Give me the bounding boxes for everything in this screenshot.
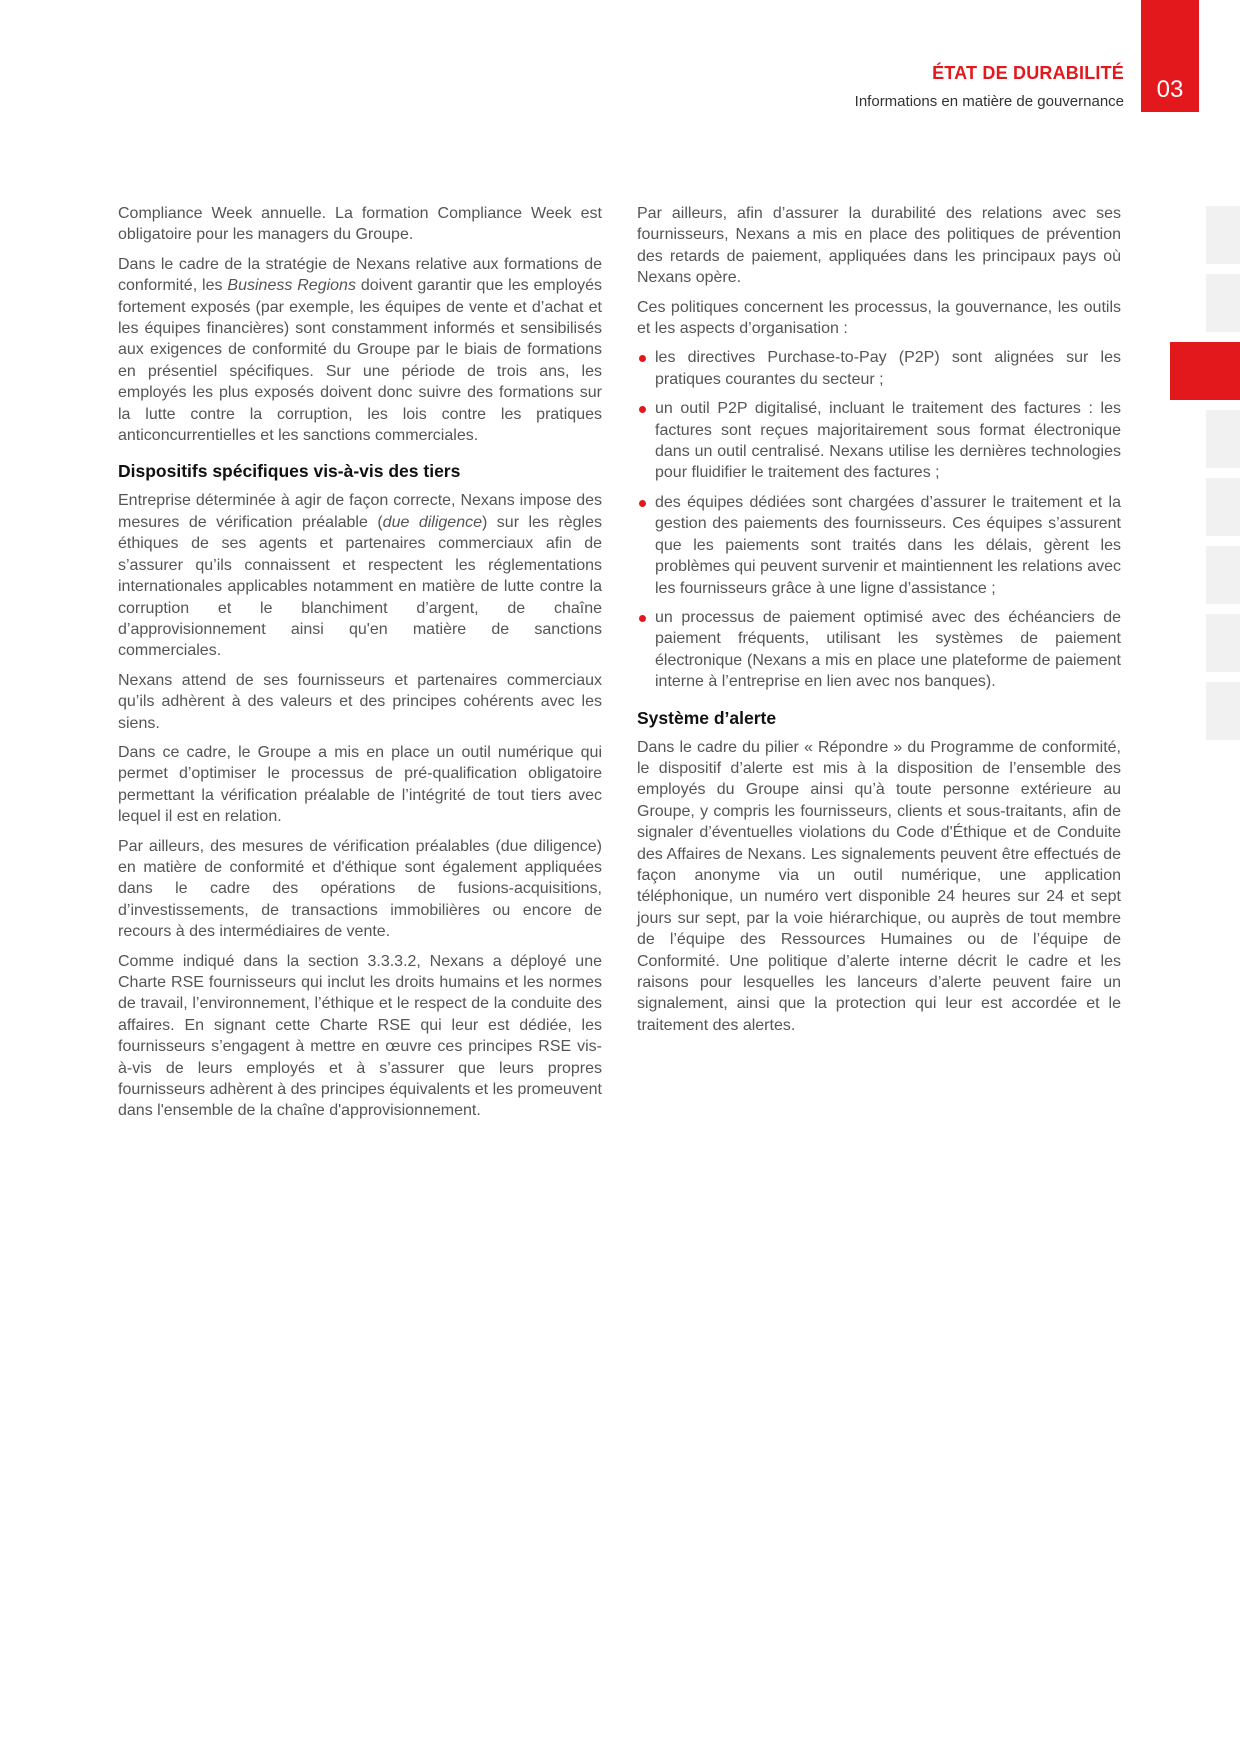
bullet-icon — [639, 406, 646, 413]
text: ) sur les règles éthiques de ses agents et partenaires commerciaux afin de s’assurer qu’ils connaissent et respectent les réglementations internationales applicables notamment en matière de lutte contre la corruption et le blanchiment d’argent, de chaîne d’approvisionnement ainsi qu'en matière de sanctions commerciales. — [118, 513, 603, 660]
chapter-number-tab[interactable]: 03 — [1141, 0, 1199, 112]
list-item-text: des équipes dédiées sont chargées d’assurer le traitement et la gestion des paiements des fournisseurs. Ces équipes s’assurent que les paiements sont traités dans les délais, gèrent les problèmes qui peuvent survenir et maintiennent les relations avec les fournisseurs grâce à une ligne d’assistance ; — [655, 493, 1121, 597]
paragraph: Ces politiques concernent les processus, la gouvernance, les outils et les aspects d’organisation : — [637, 298, 1121, 338]
chapter-side-nav — [1170, 206, 1240, 750]
section-subtitle: Informations en matière de gouvernance — [854, 93, 1124, 110]
paragraph-due-diligence — [118, 490, 602, 661]
chapter-tab-2[interactable] — [1206, 274, 1240, 332]
list-item — [637, 492, 1121, 599]
right-column — [637, 203, 1121, 1044]
bullet-icon — [639, 615, 646, 622]
bullet-icon — [639, 500, 646, 507]
chapter-tab-3-active[interactable] — [1170, 342, 1240, 400]
text: Entreprise déterminée à agir de façon correcte, Nexans impose des mesures de vérification préalable ( — [118, 492, 602, 531]
heading-alert-system: Système d’alerte — [637, 707, 777, 728]
chapter-tab-8[interactable] — [1206, 682, 1240, 740]
list-item — [637, 347, 1121, 390]
chapter-tab-4[interactable] — [1206, 410, 1240, 468]
list-item — [637, 607, 1121, 693]
paragraph: Comme indiqué dans la section 3.3.3.2, Nexans a déployé une Charte RSE fournisseurs qui inclut les droits humains et les normes de travail, l’environnement, l’éthique et le respect de la conduite des affaires. En signant cette Charte RSE qui leur est dédiée, les fournisseurs s’engagent à mettre en œuvre ces principes RSE vis-à-vis de leurs employés et à s’assurer que leurs propres fournisseurs adhèrent à des principes équivalents et les promeuvent dans l'ensemble de la chaîne d'approvisionnement. — [118, 952, 602, 1120]
paragraph: Par ailleurs, afin d’assurer la durabilité des relations avec ses fournisseurs, Nexans a mis en place des politiques de prévention des retards de paiement, appliquées dans les principaux pays où Nexans opère. — [637, 205, 1121, 287]
paragraph: Nexans attend de ses fournisseurs et partenaires commerciaux qu’ils adhèrent à des valeurs et des principes cohérents avec les siens. — [118, 671, 602, 732]
bullet-list — [637, 347, 1121, 692]
list-item-text: les directives Purchase-to-Pay (P2P) sont alignées sur les pratiques courantes du secteur ; — [655, 349, 1121, 388]
chapter-tab-5[interactable] — [1206, 478, 1240, 536]
left-column — [118, 203, 602, 1130]
list-item-text: un outil P2P digitalisé, incluant le traitement des factures : les factures sont reçues majoritairement sous format électronique dans un outil centralisé. Nexans utilise les dernières technologies pour fluidifier le traitement des factures ; — [655, 400, 1121, 482]
paragraph: Dans ce cadre, le Groupe a mis en place un outil numérique qui permet d’optimiser le processus de pré-qualification obligatoire permettant la vérification préalable de l’intégrité de tout tiers avec lequel il est en relation. — [118, 743, 602, 826]
page-header — [855, 62, 1124, 112]
bullet-icon — [639, 355, 646, 362]
list-item — [637, 398, 1121, 484]
paragraph: Compliance Week annuelle. La formation Compliance Week est obligatoire pour les managers du Groupe. — [118, 205, 602, 244]
emphasis: due diligence — [382, 513, 482, 531]
section-title: ÉTAT DE DURABILITÉ — [932, 63, 1124, 83]
chapter-tab-6[interactable] — [1206, 546, 1240, 604]
text: Dans le cadre de la stratégie de Nexans relative aux formations de conformité, les — [118, 255, 602, 295]
paragraph: Dans le cadre du pilier « Répondre » du Programme de conformité, le dispositif d’alerte est mis à la disposition de l’ensemble des employés du Groupe ainsi qu’à toute personne extérieure au Groupe, y compris les fournisseurs, clients et sous-traitants, afin de signaler d’éventuelles violations du Code d'Éthique et de Conduite des Affaires de Nexans. Les signalements peuvent être effectués de façon anonyme via un outil numérique, une application téléphonique, un numéro vert disponible 24 heures sur 24 et sept jours sur sept, par la voie hiérarchique, ou auprès de tout membre de l’équipe des Ressources Humaines ou de l’équipe de Conformité. Une politique d’alerte interne décrit le cadre et les raisons pour lesquelles les lanceurs d’alerte peuvent faire un signalement, ainsi que la protection qui leur est accordée et le traitement des alertes. — [637, 738, 1121, 1034]
chapter-tab-7[interactable] — [1206, 614, 1240, 672]
heading-third-parties: Dispositifs spécifiques vis-à-vis des tiers — [118, 461, 461, 482]
chapter-tab-1[interactable] — [1206, 206, 1240, 264]
text: doivent garantir que les employés fortement exposés (par exemple, les équipes de vente et d’achat et les équipes financières) sont constamment informés et sensibilisés aux exigences de conformité du Groupe par le biais de formations en présentiel spécifiques. Sur une période de trois ans, les employés les plus exposés doivent donc suivre des formations sur la lutte contre la corruption, les lois contre les pratiques anticoncurrentielles et les sanctions commerciales. — [118, 277, 602, 445]
list-item-text: un processus de paiement optimisé avec des échéanciers de paiement fréquents, utilisant les systèmes de paiement électronique (Nexans a mis en place une plateforme de paiement interne à l’entreprise en lien avec nos banques). — [655, 608, 1121, 691]
paragraph: Par ailleurs, des mesures de vérification préalables (due diligence) en matière de conformité et d'éthique sont également appliquées dans le cadre des opérations de fusions-acquisitions, d’investissements, de transactions immobilières ou encore de recours à des intermédiaires de vente. — [118, 837, 602, 941]
emphasis: Business Regions — [227, 277, 356, 295]
paragraph-business-regions — [118, 254, 602, 447]
